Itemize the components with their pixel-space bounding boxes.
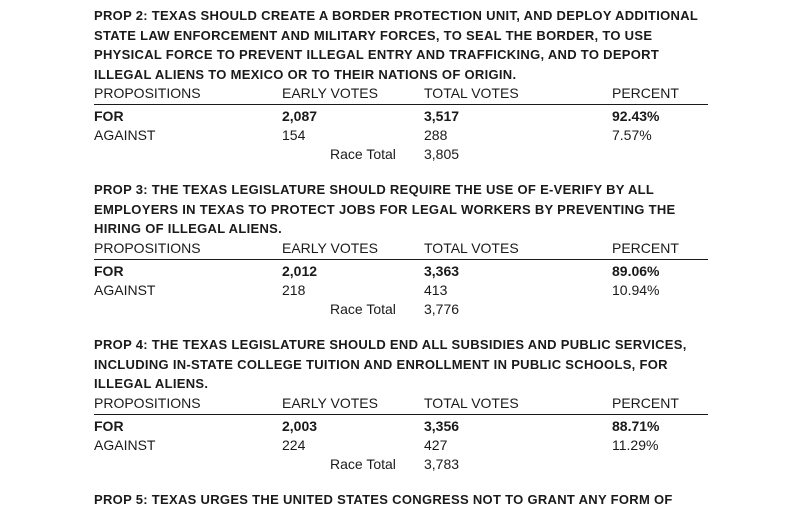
- prop-2-header-row: [94, 84, 708, 105]
- early-votes-value: 154: [282, 127, 306, 143]
- col-early-votes-header: EARLY VOTES: [282, 239, 378, 256]
- early-votes-value: 2,012: [282, 262, 318, 279]
- prop-2-table: [94, 84, 708, 164]
- prop-4-against-row: [94, 436, 708, 455]
- row-label: FOR: [94, 108, 124, 124]
- prop-4-section: [94, 335, 708, 474]
- early-votes-value: 2,003: [282, 417, 318, 434]
- percent-value: 10.94%: [612, 281, 660, 298]
- prop-2-race-total-row: [94, 145, 708, 164]
- prop-5-title: PROP 5: TEXAS URGES THE UNITED STATES CONGRESS NOT TO GRANT ANY FORM OF: [94, 492, 673, 507]
- col-propositions-header: PROPOSITIONS: [94, 394, 201, 411]
- col-early-votes-header: EARLY VOTES: [282, 85, 378, 101]
- total-votes-value: 288: [424, 127, 448, 143]
- total-votes-value: 427: [424, 436, 448, 453]
- row-label: AGAINST: [94, 127, 156, 143]
- race-total-value: 3,783: [424, 455, 460, 472]
- early-votes-value: 2,087: [282, 108, 318, 124]
- col-total-votes-header: TOTAL VOTES: [424, 85, 519, 101]
- prop-4-table: [94, 394, 708, 474]
- prop-4-header-row: [94, 394, 708, 415]
- prop-2-section: [94, 6, 708, 164]
- percent-value: 92.43%: [612, 108, 660, 124]
- race-total-value: 3,805: [424, 146, 460, 162]
- prop-3-for-row: [94, 262, 708, 281]
- row-label: FOR: [94, 262, 124, 279]
- prop-2-against-row: [94, 126, 708, 145]
- total-votes-value: 3,363: [424, 262, 460, 279]
- col-early-votes-header: EARLY VOTES: [282, 394, 378, 411]
- prop-4-race-total-row: [94, 455, 708, 474]
- total-votes-value: 3,517: [424, 108, 460, 124]
- race-total-label: Race Total: [330, 146, 396, 162]
- col-total-votes-header: TOTAL VOTES: [424, 394, 519, 411]
- row-label: AGAINST: [94, 436, 156, 453]
- col-percent-header: PERCENT: [612, 239, 679, 256]
- early-votes-value: 218: [282, 281, 306, 298]
- row-label: FOR: [94, 417, 124, 434]
- total-votes-value: 413: [424, 281, 448, 298]
- prop-3-race-total-row: [94, 300, 708, 319]
- race-total-label: Race Total: [330, 300, 396, 317]
- percent-value: 7.57%: [612, 127, 652, 143]
- early-votes-value: 224: [282, 436, 306, 453]
- col-percent-header: PERCENT: [612, 394, 679, 411]
- col-propositions-header: PROPOSITIONS: [94, 239, 201, 256]
- prop-3-section: [94, 180, 708, 319]
- col-total-votes-header: TOTAL VOTES: [424, 239, 519, 256]
- percent-value: 89.06%: [612, 262, 660, 279]
- prop-3-header-row: [94, 239, 708, 260]
- percent-value: 88.71%: [612, 417, 660, 434]
- col-propositions-header: PROPOSITIONS: [94, 85, 201, 101]
- prop-3-against-row: [94, 281, 708, 300]
- prop-3-table: [94, 239, 708, 319]
- col-percent-header: PERCENT: [612, 85, 679, 101]
- prop-2-for-row: [94, 107, 708, 126]
- prop-4-title: PROP 4: THE TEXAS LEGISLATURE SHOULD END ALL SUBSIDIES AND PUBLIC SERVICES, INCLUDING IN-STATE COLLEGE TUITION AND ENROLLMENT IN PUBLIC SCHOOLS, FOR ILLEGAL ALIENS.: [94, 337, 687, 391]
- prop-3-title: PROP 3: THE TEXAS LEGISLATURE SHOULD REQUIRE THE USE OF E-VERIFY BY ALL EMPLOYERS IN TEXAS TO PROTECT JOBS FOR LEGAL WORKERS BY PREVENTING THE HIRING OF ILLEGAL ALIENS.: [94, 182, 676, 236]
- row-label: AGAINST: [94, 281, 156, 298]
- percent-value: 11.29%: [612, 436, 659, 453]
- total-votes-value: 3,356: [424, 417, 460, 434]
- race-total-value: 3,776: [424, 300, 460, 317]
- prop-2-title: PROP 2: TEXAS SHOULD CREATE A BORDER PROTECTION UNIT, AND DEPLOY ADDITIONAL STATE LAW ENFORCEMENT AND MILITARY FORCES, TO SEAL THE BORDER, TO USE PHYSICAL FORCE TO PREVENT ILLEGAL ENTRY AND TRAFFICKING, AND TO DEPORT ILLEGAL ALIENS TO MEXICO OR TO THEIR NATIONS OF ORIGIN.: [94, 8, 698, 82]
- race-total-label: Race Total: [330, 455, 396, 472]
- prop-4-for-row: [94, 417, 708, 436]
